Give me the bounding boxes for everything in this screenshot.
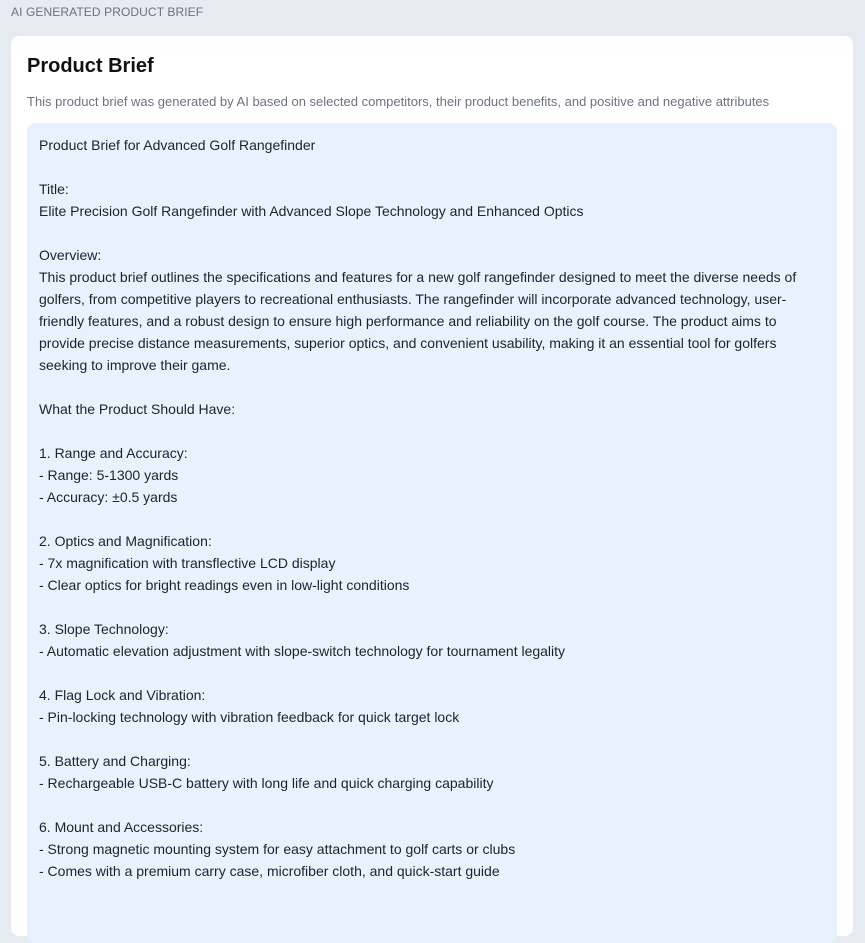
card-title: Product Brief xyxy=(27,55,154,77)
page-section-label: AI GENERATED PRODUCT BRIEF xyxy=(11,5,204,19)
brief-content-box xyxy=(27,123,837,943)
brief-text: Product Brief for Advanced Golf Rangefinder Title: Elite Precision Golf Rangefinder with Advanced Slope Technology and Enhanced Optics Overview: This product brief outlines the specifications and features for a new golf rangefinder designed to meet the diverse needs of golfers, from competitive players to recreational enthusiasts. The rangefinder will incorporate advanced technology, user-friendly features, and a robust design to ensure high performance and reliability on the golf course. The product aims to provide precise distance measurements, superior optics, and convenient usability, making it an essential tool for golfers seeking to improve their game. What the Product Should Have: 1. Range and Accuracy: - Range: 5-1300 yards - Accuracy: ±0.5 yards 2. Optics and Magnification: - 7x magnification with transflective LCD display - Clear optics for bright readings even in low-light conditions 3. Slope Technology: - Automatic elevation adjustment with slope-switch technology for tournament legality 4. Flag Lock and Vibration: - Pin-locking technology with vibration feedback for quick target lock 5. Battery and Charging: - Rechargeable USB-C battery with long life and quick charging capability 6. Mount and Accessories: - Strong magnetic mounting system for easy attachment to golf carts or clubs - Comes with a premium carry case, microfiber cloth, and quick-start guide xyxy=(39,137,797,879)
card-subtitle: This product brief was generated by AI based on selected competitors, their product benefits, and positive and negative attributes xyxy=(27,94,770,109)
product-brief-card xyxy=(11,36,853,936)
